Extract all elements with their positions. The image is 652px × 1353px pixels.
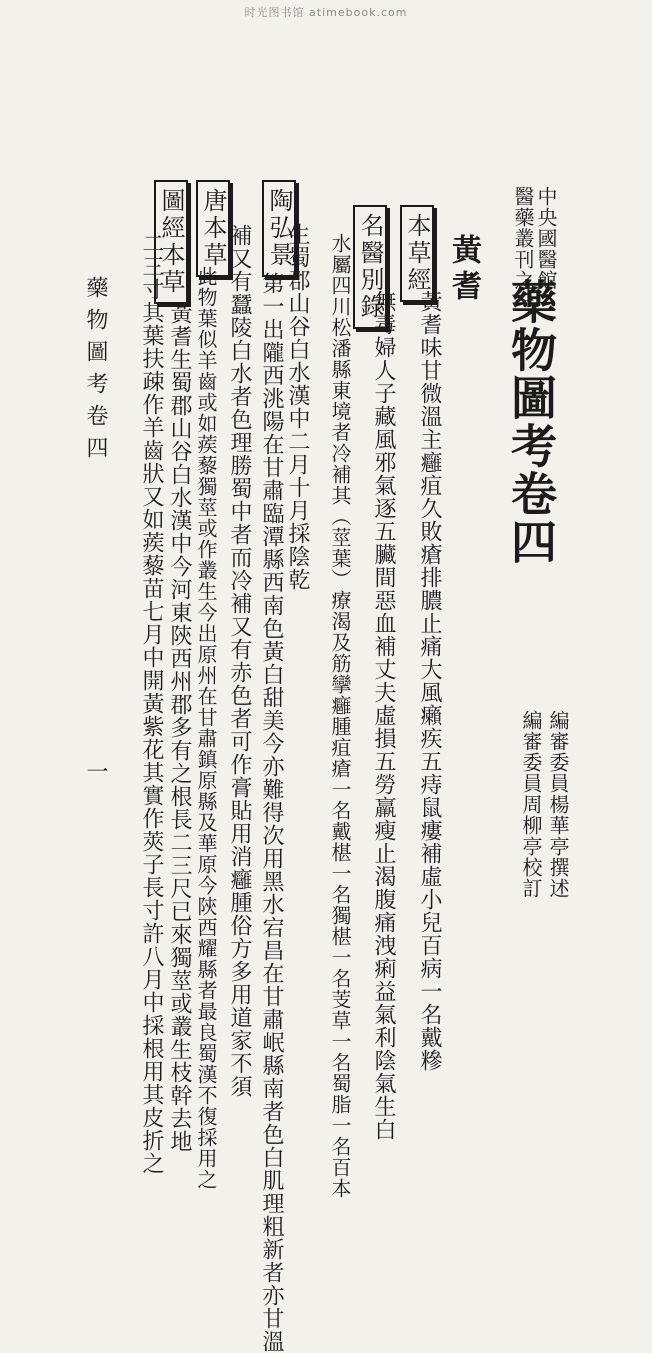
editor-line-2: 編審委員周柳亭校訂: [519, 710, 543, 899]
text-column-9: 二三寸其葉扶疎作羊齒狀又如蒺藜苗七月中開黃紫花其實作莢子長寸許八月中採根用其皮折之: [139, 232, 164, 1175]
source-label-taohongjing: 陶弘景: [262, 180, 296, 277]
publisher-line-2: 醫藥叢刊之一: [511, 186, 535, 312]
page-number: 一: [83, 760, 108, 782]
text-column-2: 無毒婦人子藏風邪氣逐五臟間惡血補丈夫虛損五勞羸瘦止渴腹痛洩痢益氣利陰氣生白: [371, 290, 396, 1141]
running-title: 藥物圖考卷四: [83, 276, 108, 468]
source-label-tang: 唐本草: [196, 180, 230, 277]
text-column-6: 補又有蠶陵白水者色理勝蜀中者而冷補又有赤色者可作膏貼用消癰腫俗方多用道家不須: [227, 224, 252, 1098]
text-column-8: 黃耆生蜀郡山谷白水漢中今河東陝西州郡多有之根長二三尺已來獨莖或叢生枝幹去地: [167, 302, 192, 1153]
source-label-bencao: 本草經: [400, 205, 434, 302]
watermark: 时光图书馆 atimebook.com: [244, 6, 408, 19]
text-column-4: 生蜀郡山谷白水漢中二月十月採陰乾: [285, 223, 310, 591]
text-column-3: 水屬四川松潘縣東境者冷補其（莖葉）療渴及筋攣癰腫疽瘡一名戴椹一名獨椹一名芰草一名蜀脂一名百本: [328, 233, 352, 1199]
editor-line-1: 編審委員楊華亭撰述: [546, 710, 570, 899]
text-column-5: 第一出隴西洮陽在甘肅臨潭縣西南色黃白甜美今亦難得次用黑水宕昌在甘肅岷縣南者色白肌理粗新者亦甘溫: [259, 272, 284, 1353]
source-label-mingyi: 名醫別錄: [353, 205, 387, 329]
text-column-1: 黃耆味甘微溫主癰疽久敗瘡排膿止痛大風癩疾五痔鼠瘻補虛小兒百病一名戴糝: [417, 290, 442, 1072]
publisher-line-1: 中央國醫館: [534, 186, 558, 291]
source-label-tujing: 圖經本草: [154, 180, 188, 304]
entry-title: 黃耆: [446, 234, 481, 306]
text-column-7: 此物葉似羊齒或如蒺藜獨莖或作叢生今出原州在甘肅鎮原縣及華原今陝西耀縣者最良蜀漢不復採用之: [194, 266, 218, 1190]
book-title: 藥物圖考卷四: [504, 278, 558, 566]
